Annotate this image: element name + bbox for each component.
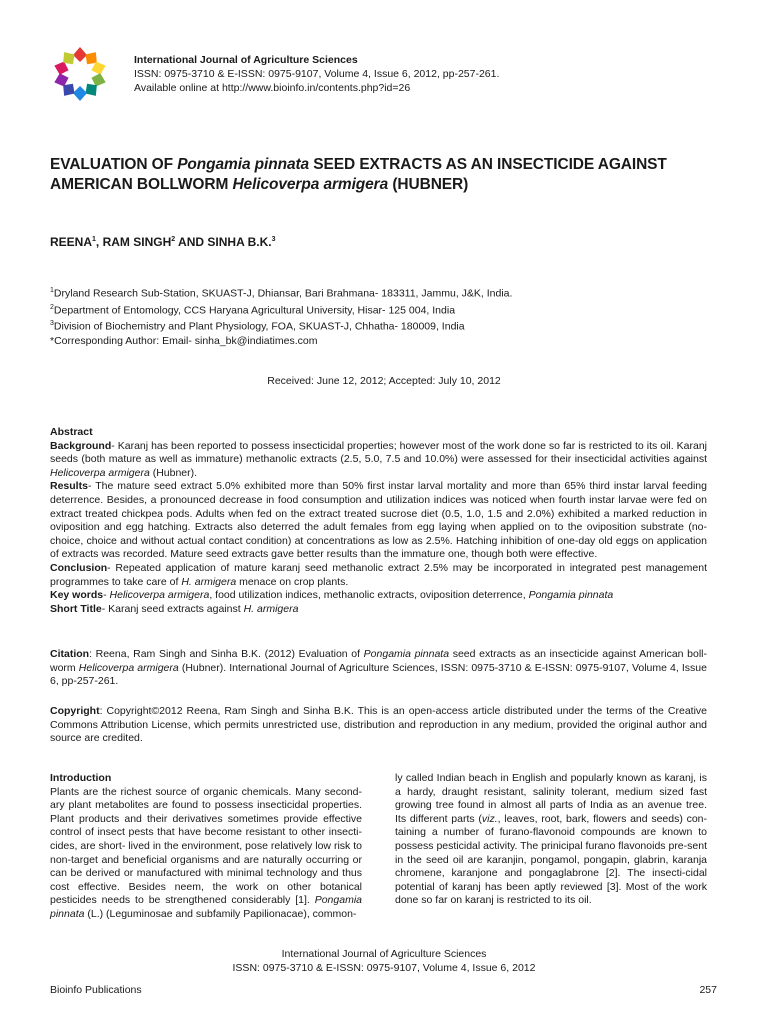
logo-petal-1 xyxy=(73,47,87,62)
authors: REENA$^1$, RAM SINGH$^2$ AND SINHA B.K.$^3$ xyxy=(50,235,276,249)
affiliation-1: $^1$Dryland Research Sub-Station, SKUAST-J, Dhiansar, Bari Brahmana- 183311, Jammu, J&K, India. xyxy=(50,287,513,300)
paper-title xyxy=(50,155,730,195)
abstract-results: Results- The mature seed extract 5.0% exhibited more than 50% first instar larval mortality and more than 65% third instar larval feeding deterrence. Besides, a pronounced decrease in food consumption and utilization indices was noticed when fourth instar larvae were fed on extract treated chickpea pods. Adults when fed on the extract treated sucrose diet (0.5, 1.0, 1.5 and 2.0%) exhibited a marked reduction in oviposition and egg hatching. Extracts also deterred the adult females from egg laying when applied on to the oviposition substrate (no-choice, choice and without actual contact condition) at concentrations as low as 2.5%. Hatching inhibition of one-day old eggs on application of extracts was recorded. Mature seed extracts gave better results than the immature one, though both were effective. xyxy=(50,480,707,561)
abstract-short-title: Short Title- Karanj seed extracts against H. armigera xyxy=(50,602,299,615)
footer-journal: International Journal of Agriculture Sciences ISSN: 0975-3710 & E-ISSN: 0975-9107, Volume 4, Issue 6, 2012 xyxy=(232,948,536,974)
header-issn: ISSN: 0975-3710 & E-ISSN: 0975-9107, Volume 4, Issue 6, 2012, pp-257-261. xyxy=(134,68,500,80)
logo-petal-6 xyxy=(73,86,87,101)
copyright: Copyright: Copyright©2012 Reena, Ram Singh and Sinha B.K. This is an open-access article distributed under the terms of the Creative Commons Attribution License, which permits unrestricted use, distribution and reproduction in any medium, provided the original author and source are credited. xyxy=(50,705,707,745)
abstract xyxy=(50,426,707,616)
intro-paragraph-2: ly called Indian beach in English and popularly known as karanj, is a hardy, draught resistant, salinity tolerant, medium sized fast growing tree found in almost all parts of India as an avenue tree. Its different parts (viz., leaves, root, bark, flowers and seeds) con-taining a number of furano-flavonoid compounds are known to possess pesticidal activity. The prinicipal furano flavonoids pre-sent in the seed oil are karanjin, pongamol, pongapin, glabrin, karanja chromene, karanjone and pongaglabrone [2]. The insecti-cidal potential of karanj has been aptly reviewed [3]. Most of the work done so far on karanj is restricted to its oil. xyxy=(395,772,707,907)
abstract-keywords: Key words- Helicoverpa armigera, food utilization indices, methanolic extracts, oviposition deterrence, Pongamia pinnata xyxy=(50,589,614,602)
intro-left-column xyxy=(50,772,362,922)
title-line-2: AMERICAN BOLLWORM Helicoverpa armigera (HUBNER) xyxy=(50,176,469,193)
affiliation-2: $^2$Department of Entomology, CCS Haryana Agricultural University, Hisar- 125 004, India xyxy=(50,303,456,316)
intro-right-column xyxy=(395,772,707,908)
abstract-heading: Abstract xyxy=(50,426,93,438)
title-line-1: EVALUATION OF Pongamia pinnata SEED EXTRACTS AS AN INSECTICIDE AGAINST xyxy=(50,156,667,173)
corresponding-author: *Corresponding Author: Email- sinha_bk@indiatimes.com xyxy=(50,334,318,347)
header-journal: International Journal of Agriculture Sciences xyxy=(134,54,358,66)
citation: Citation: Reena, Ram Singh and Sinha B.K. (2012) Evaluation of Pongamia pinnata seed extracts as an insecticide against American boll-worm Helicoverpa armigera (Hubner). International Journal of Agriculture Sciences, ISSN: 0975-3710 & E-ISSN: 0975-9107, Volume 4, Issue 6, pp-257-261. xyxy=(50,648,707,688)
intro-heading: Introduction xyxy=(50,772,112,784)
footer-publisher: Bioinfo Publications xyxy=(50,984,142,996)
affiliation-3: $^3$Division of Biochemistry and Plant Physiology, FOA, SKUAST-J, Chhatha- 180009, India xyxy=(50,320,465,333)
affiliations xyxy=(50,284,730,348)
abstract-conclusion: Conclusion- Repeated application of mature karanj seed methanolic extract 2.5% may be incorporated in integrated pest management programmes to take care of H. armigera menace on crop plants. xyxy=(50,561,707,588)
received-dates: Received: June 12, 2012; Accepted: July 10, 2012 xyxy=(267,375,501,387)
header-online: Available online at http://www.bioinfo.in/contents.php?id=26 xyxy=(134,82,411,94)
intro-paragraph-1: Plants are the richest source of organic chemicals. Many second-ary plant metabolites are found to possess insecticidal properties. Plant products and their derivatives sometimes provide effective control of insect pests that have become resistant to other insecti-cides, are short- lived in the environment, pose relatively low risk to non-target and beneficial organisms and are naturally occurring or can be derived or manufactured with minimal technology and thus cost effective. Besides neem, the work on other botanical pesticides needs to be strengthened considerably [1]. Pongamia pinnata (L.) (Leguminosae and subfamily Papilionacae), common- xyxy=(50,785,362,920)
abstract-background: Background- Karanj has been reported to possess insecticidal properties; however most of the work done so far is restricted to its oil. Karanj seeds (both mature as well as immature) methanolic extracts (2.5, 5.0, 7.5 and 10.0%) were assessed for their insecticidal activities against Helicoverpa armigera (Hubner). xyxy=(50,439,707,479)
journal-logo xyxy=(48,42,112,106)
page-number: 257 xyxy=(699,984,717,996)
